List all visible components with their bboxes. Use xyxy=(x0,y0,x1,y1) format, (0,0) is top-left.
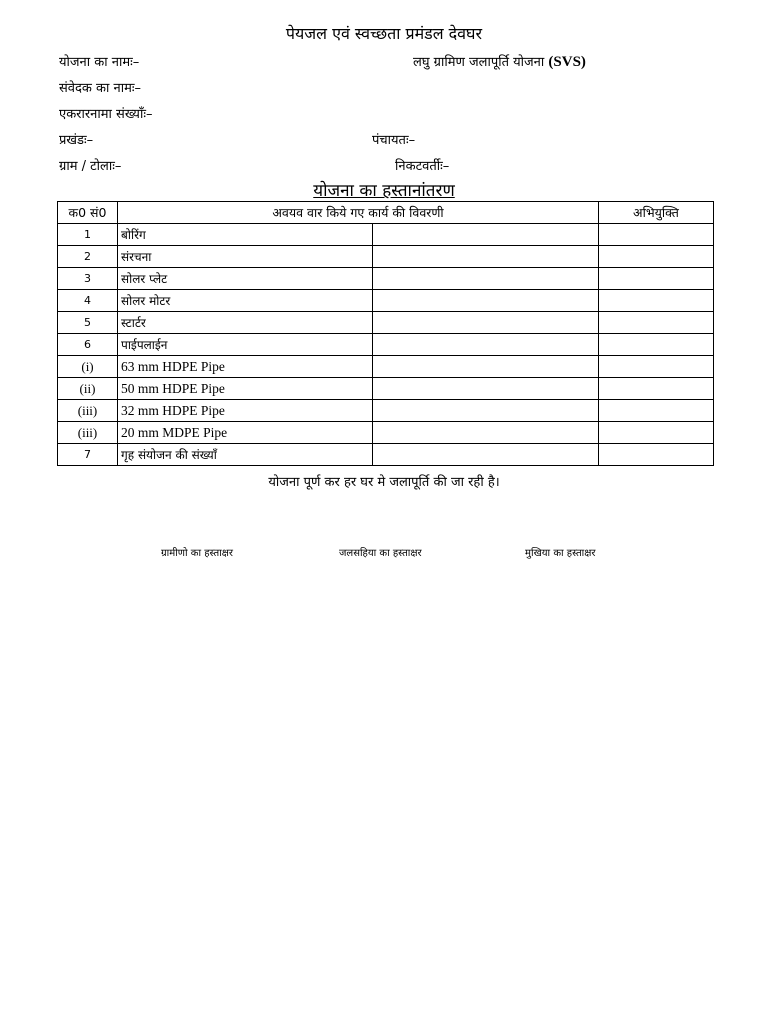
row-serial-no: 6 xyxy=(58,334,118,356)
contractor-name-label: संवेदक का नामः– xyxy=(59,81,142,96)
row-serial-no: 2 xyxy=(58,246,118,268)
table-row xyxy=(58,356,714,378)
table-row xyxy=(58,334,714,356)
villagers-signature-label: ग्रामीणो का हस्ताक्षर xyxy=(161,548,233,559)
section-subtitle: योजना का हस्तानांतरण xyxy=(313,181,455,201)
yojana-type-field xyxy=(413,52,586,71)
table-row xyxy=(58,422,714,444)
row-description-cell[interactable] xyxy=(373,224,599,246)
table-row xyxy=(58,444,714,466)
table-row xyxy=(58,378,714,400)
row-description-cell[interactable] xyxy=(373,422,599,444)
mukhiya-signature-label: मुखिया का हस्ताक्षर xyxy=(525,548,596,559)
row-description-cell[interactable] xyxy=(373,290,599,312)
row-serial-no: 5 xyxy=(58,312,118,334)
row-remarks-cell[interactable] xyxy=(599,356,714,378)
row-item: सोलर प्लेट xyxy=(118,268,373,290)
row-description-cell[interactable] xyxy=(373,312,599,334)
yojana-type-code: (SVS) xyxy=(548,54,586,70)
row-remarks-cell[interactable] xyxy=(599,268,714,290)
row-description-cell[interactable] xyxy=(373,356,599,378)
row-serial-no: 4 xyxy=(58,290,118,312)
page-title: पेयजल एवं स्वच्छता प्रमंडल देवघर xyxy=(285,24,483,43)
row-description-cell[interactable] xyxy=(373,400,599,422)
header-work-description: अवयव वार किये गए कार्य की विवरणी xyxy=(118,202,599,224)
nearby-label: निकटवर्तीः– xyxy=(395,159,450,174)
row-remarks-cell[interactable] xyxy=(599,290,714,312)
row-item: पाईपलाईन xyxy=(118,334,373,356)
row-description-cell[interactable] xyxy=(373,378,599,400)
row-serial-no: (iii) xyxy=(58,422,118,444)
yojana-type-label: लघु ग्रामिण जलापूर्ति योजना xyxy=(413,55,545,70)
yojana-name-label: योजना का नामः– xyxy=(59,55,140,70)
header-remarks: अभियुक्ति xyxy=(599,202,714,224)
table-row xyxy=(58,400,714,422)
row-remarks-cell[interactable] xyxy=(599,334,714,356)
row-remarks-cell[interactable] xyxy=(599,400,714,422)
row-item: 50 mm HDPE Pipe xyxy=(118,378,373,400)
row-remarks-cell[interactable] xyxy=(599,224,714,246)
block-label: प्रखंडः– xyxy=(59,133,94,148)
row-remarks-cell[interactable] xyxy=(599,378,714,400)
row-description-cell[interactable] xyxy=(373,268,599,290)
row-remarks-cell[interactable] xyxy=(599,246,714,268)
row-item: सोलर मोटर xyxy=(118,290,373,312)
table-row xyxy=(58,268,714,290)
handover-table xyxy=(57,201,714,466)
row-description-cell[interactable] xyxy=(373,444,599,466)
table-row xyxy=(58,224,714,246)
row-item: स्टार्टर xyxy=(118,312,373,334)
header-serial-no: क0 सं0 xyxy=(58,202,118,224)
village-label: ग्राम / टोलाः– xyxy=(59,159,122,174)
row-serial-no: (ii) xyxy=(58,378,118,400)
row-item: संरचना xyxy=(118,246,373,268)
row-serial-no: 7 xyxy=(58,444,118,466)
row-serial-no: (i) xyxy=(58,356,118,378)
row-remarks-cell[interactable] xyxy=(599,312,714,334)
table-row xyxy=(58,290,714,312)
panchayat-label: पंचायतः– xyxy=(372,133,416,148)
table-row xyxy=(58,246,714,268)
table-row xyxy=(58,312,714,334)
row-item: 32 mm HDPE Pipe xyxy=(118,400,373,422)
table-header-row xyxy=(58,202,714,224)
completion-note: योजना पूर्ण कर हर घर मे जलापूर्ति की जा रही है। xyxy=(268,475,500,490)
row-remarks-cell[interactable] xyxy=(599,444,714,466)
row-item: गृह संयोजन की संख्याँ xyxy=(118,444,373,466)
row-serial-no: 3 xyxy=(58,268,118,290)
row-serial-no: (iii) xyxy=(58,400,118,422)
row-remarks-cell[interactable] xyxy=(599,422,714,444)
row-serial-no: 1 xyxy=(58,224,118,246)
jalsahiya-signature-label: जलसहिया का हस्ताक्षर xyxy=(339,548,422,559)
row-description-cell[interactable] xyxy=(373,246,599,268)
agreement-number-label: एकरारनामा संख्याँः– xyxy=(59,107,153,122)
row-item: 63 mm HDPE Pipe xyxy=(118,356,373,378)
row-item: 20 mm MDPE Pipe xyxy=(118,422,373,444)
row-description-cell[interactable] xyxy=(373,334,599,356)
row-item: बोरिंग xyxy=(118,224,373,246)
